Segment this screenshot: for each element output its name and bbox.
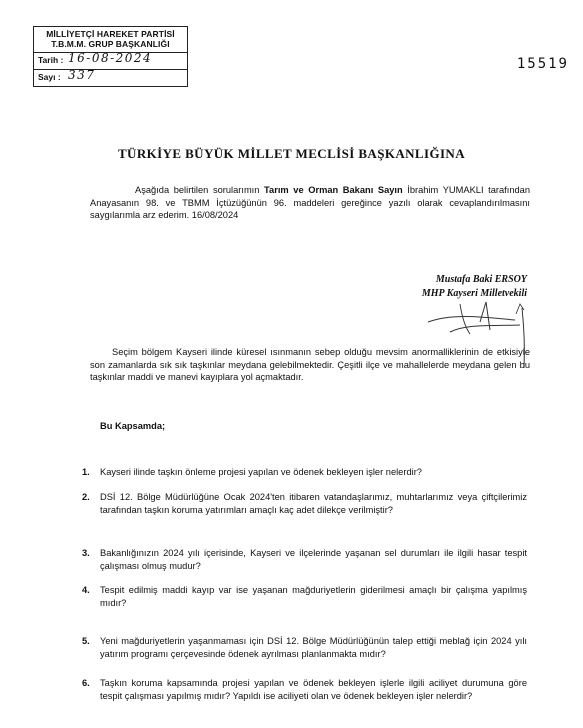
intro-text-part1: Aşağıda belirtilen sorularımın (135, 185, 265, 195)
stamp-date-row (34, 53, 187, 70)
stamp-date-value: 16-08-2024 (68, 51, 153, 65)
question-text: Bakanlığınızın 2024 yılı içerisinde, Kayseri ve ilçelerinde yaşanan sel durumları ile ilgili hasar tespit çalışması olmuş mudur? (100, 548, 527, 571)
question-text: Taşkın koruma kapsamında projesi yapılan ve ödenek bekleyen işlerle ilgili aciliyet durumuna göre tespit çalışması yapılmış mıdır? Yapıldı ise aciliyeti olan ve ödenek bekleyen işler nelerdir? (100, 678, 527, 701)
document-title: TÜRKİYE BÜYÜK MİLLET MECLİSİ BAŞKANLIĞINA (117, 146, 465, 161)
party-stamp (33, 26, 188, 87)
stamp-date-label: Tarih : (38, 55, 64, 65)
question-text: DSİ 12. Bölge Müdürlüğüne Ocak 2024'ten itibaren vatandaşlarımız, muhtarlarımız veya çiftçilerimiz tarafından taşkın koruma yatırımları amaçlı kaç adet dilekçe verilmiştir? (100, 492, 527, 515)
question-number: 5. (82, 636, 90, 646)
question-text: Tespit edilmiş maddi kayıp var ise yaşanan mağduriyetlerin giderilmesi amaçlı bir çalışma yapılmış mıdır? (100, 585, 527, 608)
question-item (82, 466, 527, 479)
question-item (82, 635, 527, 660)
document-number: 15519 (516, 56, 569, 72)
question-number: 4. (82, 585, 90, 595)
question-number: 2. (82, 492, 90, 502)
intro-minister-title: Tarım ve Orman Bakanı Sayın (264, 185, 403, 195)
question-number: 1. (82, 467, 90, 477)
stamp-header (34, 27, 187, 53)
question-item (82, 547, 527, 572)
stamp-number-value: 337 (68, 68, 96, 82)
question-number: 3. (82, 548, 90, 558)
question-item (82, 584, 527, 609)
stamp-number-row (34, 70, 187, 86)
signatory-position: MHP Kayseri Milletvekili (421, 288, 527, 299)
section-heading: Bu Kapsamda; (100, 421, 166, 431)
stamp-party-name: MİLLİYETÇİ HAREKET PARTİSİ (46, 29, 175, 39)
question-number: 6. (82, 678, 90, 688)
question-item (82, 677, 527, 702)
background-paragraph: Seçim bölgem Kayseri ilinde küresel ısınmanın sebep olduğu mevsim anormalliklerinin de etkisiyle son zamanlarda sık sık taşkınlar meydana gelebilmektedir. Çeşitli ilçe ve mahallelerde meydana gelen bu taşkınlar maddi ve manevi kayıplara yol açmaktadır. (90, 347, 530, 382)
stamp-number-label: Sayı : (38, 72, 61, 82)
signatory-name: Mustafa Baki ERSOY (435, 274, 527, 285)
intro-paragraph (90, 184, 530, 222)
question-text: Yeni mağduriyetlerin yaşanmaması için DSİ 12. Bölge Müdürlüğünün talep ettiği meblağ için 2024 yılı yatırım programı çerçevesinde ödenek ayrılması planlanmakta mıdır? (100, 636, 527, 659)
intro-text-part2: İbrahim YUMAKLI tarafından Anayasanın 98. ve TBMM İçtüzüğünün 96. maddeleri gereğince yazılı olarak cevaplandırılmasını saygılarımla arz ederim. 16/08/2024 (90, 185, 531, 220)
stamp-office-name: T.B.M.M. GRUP BAŞKANLIĞI (51, 39, 170, 49)
question-item (82, 491, 527, 516)
question-text: Kayseri ilinde taşkın önleme projesi yapılan ve ödenek bekleyen işler nelerdir? (100, 467, 422, 477)
